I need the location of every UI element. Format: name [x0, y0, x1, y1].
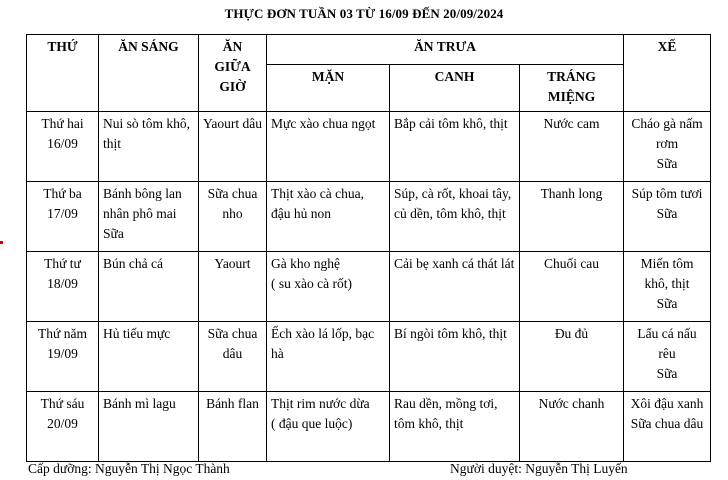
dish-text: Yaourt — [214, 256, 251, 271]
lunch-savory-cell — [267, 322, 390, 392]
dish-text: Sữa chua dâu — [630, 416, 704, 431]
mid-morning-cell — [199, 392, 267, 462]
menu-row — [27, 252, 711, 322]
lunch-dessert-cell — [520, 322, 624, 392]
day-date: 20/09 — [47, 416, 78, 431]
dish-text: Sữa — [656, 296, 678, 311]
dish-text: Lẩu cá nấu rêu — [637, 326, 697, 361]
dish-text: Súp, cà rốt, khoai tây, củ dền, tôm khô, thịt — [394, 186, 512, 221]
dish-text: Nước cam — [543, 116, 600, 131]
menu-row — [27, 322, 711, 392]
breakfast-cell — [99, 392, 199, 462]
dish-text: Sữa chua dâu — [207, 326, 258, 361]
dish-text: Cải bẹ xanh cá thát lát — [394, 256, 515, 271]
header-afternoon: XẾ — [624, 35, 711, 112]
lunch-soup-cell — [390, 392, 520, 462]
mid-morning-cell — [199, 322, 267, 392]
dish-text: Sữa chua nho — [207, 186, 258, 221]
dish-text: Sữa — [656, 366, 678, 381]
day-name: Thứ tư — [44, 256, 81, 271]
breakfast-cell — [99, 182, 199, 252]
approver-signature: Người duyệt: Nguyễn Thị Luyến — [450, 461, 628, 476]
dish-text: Thanh long — [540, 186, 603, 201]
day-cell — [27, 182, 99, 252]
day-date: 18/09 — [47, 276, 78, 291]
cook-signature: Cấp dưỡng: Nguyễn Thị Ngọc Thành — [28, 461, 230, 476]
dish-text: Súp tôm tươi — [631, 186, 703, 201]
afternoon-cell — [624, 252, 711, 322]
dish-text: Bánh mì lagu — [103, 396, 176, 411]
header-lunch-dessert: TRÁNG MIỆNG — [520, 65, 624, 112]
dish-text: Xôi đậu xanh — [630, 396, 704, 411]
day-name: Thứ năm — [38, 326, 87, 341]
dish-text: ( đậu que luộc) — [271, 416, 353, 431]
lunch-dessert-cell — [520, 112, 624, 182]
menu-title: THỰC ĐƠN TUẦN 03 TỪ 16/09 ĐẾN 20/09/2024 — [224, 6, 504, 21]
dish-text: Bí ngòi tôm khô, thịt — [394, 326, 507, 341]
day-date: 17/09 — [47, 206, 78, 221]
dish-text: Chuối cau — [543, 256, 600, 271]
lunch-soup-cell — [390, 252, 520, 322]
day-name: Thứ sáu — [40, 396, 85, 411]
day-date: 19/09 — [47, 346, 78, 361]
day-date: 16/09 — [47, 136, 78, 151]
mid-morning-cell — [199, 182, 267, 252]
lunch-savory-cell — [267, 392, 390, 462]
header-lunch-soup: CANH — [390, 65, 520, 112]
dish-text: Gà kho nghệ — [271, 256, 340, 271]
lunch-dessert-cell — [520, 182, 624, 252]
day-cell — [27, 322, 99, 392]
breakfast-cell — [99, 252, 199, 322]
lunch-soup-cell — [390, 182, 520, 252]
dish-text: Miến tôm khô, thịt — [640, 256, 694, 291]
header-mid-morning: ĂN GIỮA GIỜ — [199, 35, 267, 112]
dish-text: Bún chả cá — [103, 256, 163, 271]
breakfast-cell — [99, 112, 199, 182]
lunch-dessert-cell — [520, 392, 624, 462]
lunch-dessert-cell — [520, 252, 624, 322]
dish-text: Hủ tiếu mực — [103, 326, 171, 341]
day-cell — [27, 112, 99, 182]
day-name: Thứ ba — [43, 186, 82, 201]
dish-text: Mực xào chua ngọt — [271, 116, 376, 131]
dish-text: Đu đủ — [554, 326, 589, 341]
header-lunch-savory: MẶN — [267, 65, 390, 112]
lunch-soup-cell — [390, 112, 520, 182]
mid-morning-cell — [199, 252, 267, 322]
red-marker-dot — [0, 241, 3, 244]
dish-text: ( su xào cà rốt) — [271, 276, 352, 291]
afternoon-cell — [624, 392, 711, 462]
dish-text: Rau dền, mồng tơi, tôm khô, thịt — [394, 396, 498, 431]
day-cell — [27, 252, 99, 322]
dish-text: Sữa — [103, 226, 124, 241]
header-day: THỨ — [27, 35, 99, 112]
mid-morning-cell — [199, 112, 267, 182]
weekly-menu-table — [26, 34, 711, 462]
dish-text: Bắp cải tôm khô, thịt — [394, 116, 508, 131]
dish-text: Bánh bông lan nhân phô mai — [103, 186, 182, 221]
lunch-savory-cell — [267, 112, 390, 182]
dish-text: Thịt rim nước dừa — [271, 396, 370, 411]
lunch-soup-cell — [390, 322, 520, 392]
dish-text: Sữa — [656, 206, 678, 221]
lunch-savory-cell — [267, 252, 390, 322]
day-cell — [27, 392, 99, 462]
afternoon-cell — [624, 112, 711, 182]
dish-text: Cháo gà nấm rơm — [631, 116, 703, 151]
dish-text: Nước chanh — [538, 396, 605, 411]
menu-row — [27, 182, 711, 252]
afternoon-cell — [624, 182, 711, 252]
header-lunch: ĂN TRƯA — [267, 35, 624, 65]
menu-row — [27, 112, 711, 182]
dish-text: Sữa — [656, 156, 678, 171]
dish-text: Nui sò tôm khô, thịt — [103, 116, 191, 151]
dish-text: Thịt xào cà chua, đậu hủ non — [271, 186, 364, 221]
dish-text: Bánh flan — [206, 396, 259, 411]
breakfast-cell — [99, 322, 199, 392]
day-name: Thứ hai — [41, 116, 84, 131]
menu-row — [27, 392, 711, 462]
lunch-savory-cell — [267, 182, 390, 252]
dish-text: Ếch xào lá lốp, bạc hà — [271, 326, 375, 361]
dish-text: Yaourt dâu — [203, 116, 263, 131]
afternoon-cell — [624, 322, 711, 392]
header-breakfast: ĂN SÁNG — [99, 35, 199, 112]
